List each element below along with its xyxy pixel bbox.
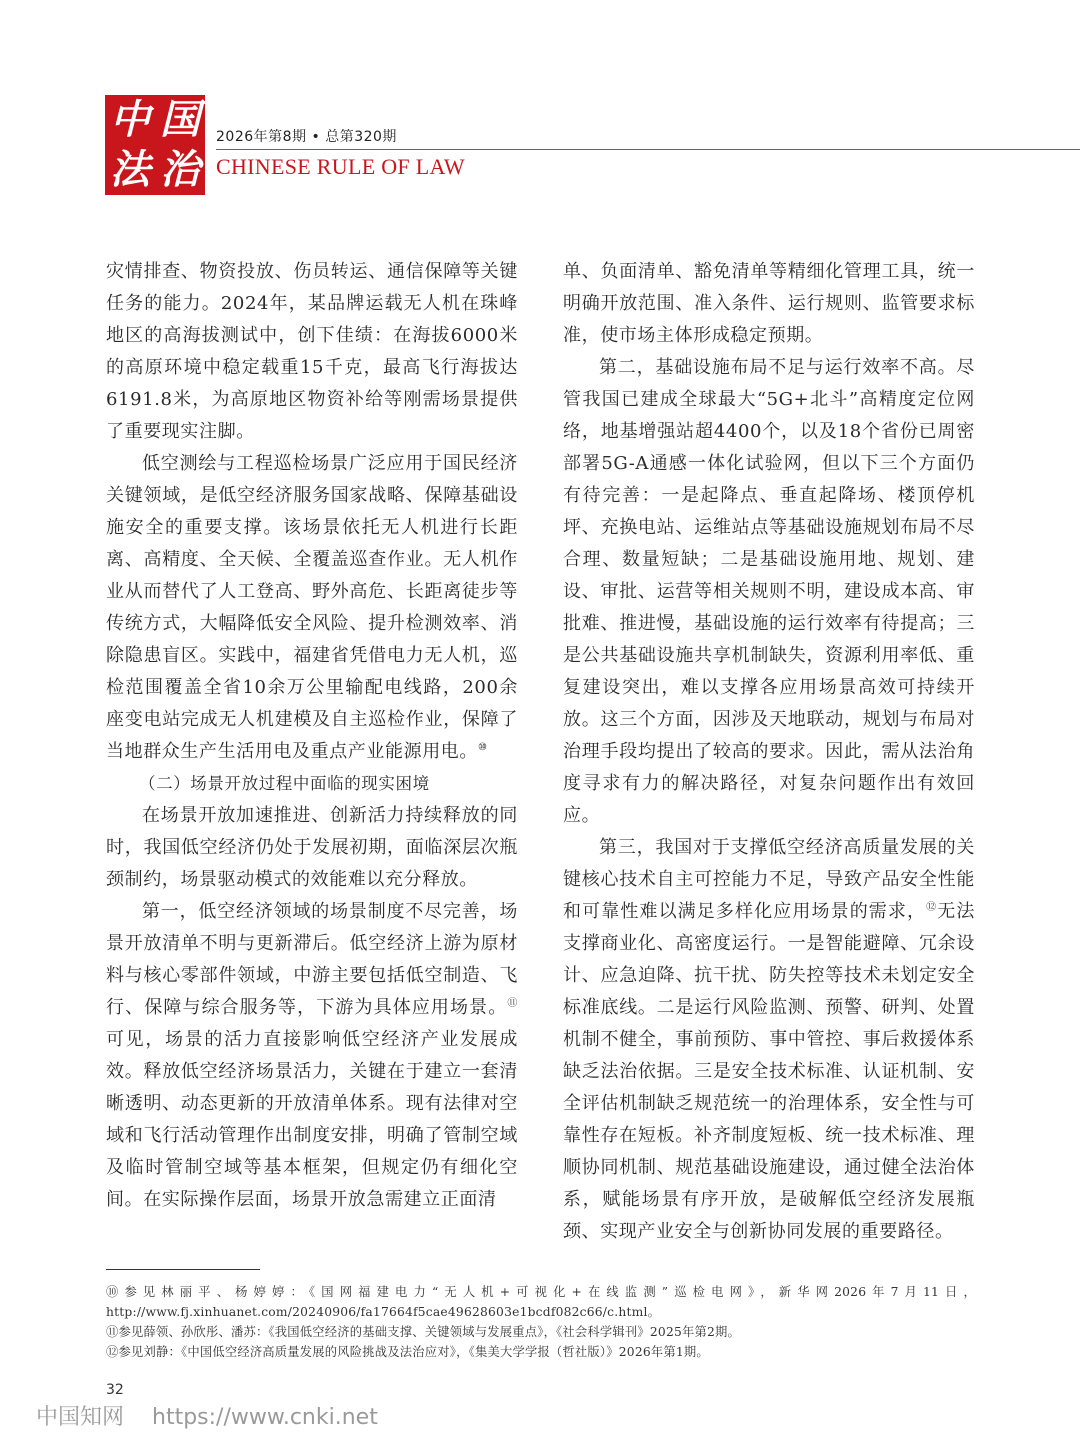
left-column bbox=[106, 256, 518, 1216]
body-paragraph bbox=[106, 256, 518, 448]
paragraph-text: 单、负面清单、豁免清单等精细化管理工具，统一明确开放范围、准入条件、运行规则、监管要求标准，使市场主体形成稳定预期。 bbox=[563, 261, 975, 346]
paragraph-text: 第二，基础设施布局不足与运行效率不高。尽管我国已建成全球最大“5G+北斗”高精度定位网络，地基增强站超4400个，以及18个省份已周密部署5G-A通感一体化试验网，但以下三个方面仍有待完善：一是起降点、垂直起降场、楼顶停机坪、充换电站、运维站点等基础设施规划布局不尽合理、数量短缺；二是基础设施用地、规划、建设、审批、运营等相关规则不明，建设成本高、审批难、推进慢，基础设施的运行效率有待提高；三是公共基础设施共享机制缺失，资源利用率低、重复建设突出，难以支撑各应用场景高效可持续开放。这三个方面，因涉及天地联动，规划与布局对治理手段均提出了较高的要求。因此，需从法治角度寻求有力的解决路径，对复杂问题作出有效回应。 bbox=[563, 357, 975, 826]
watermark-brand: 中国知网 bbox=[36, 1405, 125, 1430]
issue-info: 2026年第8期 • 总第320期 bbox=[216, 129, 397, 145]
paragraph-text: 第一，低空经济领域的场景制度不尽完善，场景开放清单不明与更新滞后。低空经济上游为原材料与核心零部件领域，中游主要包括低空制造、飞行、保障与综合服务等，下游为具体应用场景。 bbox=[106, 901, 518, 1018]
body-paragraph bbox=[106, 448, 518, 768]
body-paragraph bbox=[563, 832, 975, 1248]
footnote-12: ⑫参见刘静：《中国低空经济高质量发展的风险挑战及法治应对》，《集美大学学报（哲社版）》2026年第1期。 bbox=[106, 1345, 709, 1359]
cnki-watermark bbox=[36, 1400, 378, 1431]
body-paragraph bbox=[563, 256, 975, 352]
right-column bbox=[563, 256, 975, 1248]
paragraph-text: 在场景开放加速推进、创新活力持续释放的同时，我国低空经济仍处于发展初期，面临深层次瓶颈制约，场景驱动模式的效能难以充分释放。 bbox=[106, 805, 518, 890]
journal-english-name: CHINESE RULE OF LAW bbox=[216, 154, 465, 179]
body-paragraph bbox=[106, 896, 518, 1216]
paragraph-text: 可见，场景的活力直接影响低空经济产业发展成效。释放低空经济场景活力，关键在于建立一套清晰透明、动态更新的开放清单体系。现有法律对空域和飞行活动管理作出制度安排，明确了管制空域及临时管制空域等基本框架，但规定仍有细化空间。在实际操作层面，场景开放急需建立正面清 bbox=[106, 1029, 518, 1210]
journal-logo: 中 国 法 治 bbox=[105, 95, 205, 195]
paragraph-text: 低空测绘与工程巡检场景广泛应用于国民经济关键领域，是低空经济服务国家战略、保障基础设施安全的重要支撑。该场景依托无人机进行长距离、高精度、全天候、全覆盖巡查作业。无人机作业从而替代了人工登高、野外高危、长距离徒步等传统方式，大幅降低安全风险、提升检测效率、消除隐患盲区。实践中，福建省凭借电力无人机，巡检范围覆盖全省10余万公里输配电线路，200余座变电站完成无人机建模及自主巡检作业，保障了当地群众生产生活用电及重点产业能源用电。 bbox=[106, 453, 518, 762]
footnote-rule bbox=[106, 1269, 260, 1270]
paragraph-text: （二）场景开放过程中面临的现实困境 bbox=[139, 774, 430, 793]
body-paragraph bbox=[563, 352, 975, 832]
page-header bbox=[0, 0, 1080, 200]
paragraph-text: 灾情排查、物资投放、伤员转运、通信保障等关键任务的能力。2024年，某品牌运载无人机在珠峰地区的高海拔测试中，创下佳绩：在海拔6000米的高原环境中稳定载重15千克，最高飞行海拔达6191.8米，为高原地区物资补给等刚需场景提供了重要现实注脚。 bbox=[106, 261, 518, 442]
body-paragraph bbox=[106, 800, 518, 896]
footnote-ref[interactable]: ⑫ bbox=[926, 902, 938, 913]
section-subheading bbox=[106, 768, 518, 800]
footnote-10: ⑩参见林丽平、杨婷婷：《国网福建电力“无人机+可视化+在线监测”巡检电网》，新华网2026年7月11日，http://www.fj.xinhuanet.com/20240906/fa17664f5cae49628603e1bcdf082c66/c.html。 bbox=[106, 1285, 976, 1319]
footnote-11: ⑪参见薛领、孙欣彤、潘苏：《我国低空经济的基础支撑、关键领域与发展重点》，《社会科学辑刊》2025年第2期。 bbox=[106, 1325, 741, 1339]
header-rule bbox=[216, 149, 1080, 150]
page-number: 32 bbox=[106, 1382, 124, 1398]
footnote-ref[interactable]: ⑪ bbox=[507, 998, 518, 1009]
footnotes bbox=[106, 1282, 976, 1362]
footnote-ref[interactable]: ⑩ bbox=[478, 742, 488, 753]
watermark-url: https://www.cnki.net bbox=[152, 1405, 378, 1430]
paragraph-text: 第三，我国对于支撑低空经济高质量发展的关键核心技术自主可控能力不足，导致产品安全性能和可靠性难以满足多样化应用场景的需求， bbox=[563, 837, 975, 922]
paragraph-text: 无法支撑商业化、高密度运行。一是智能避障、冗余设计、应急迫降、抗干扰、防失控等技术未划定安全标准底线。二是运行风险监测、预警、研判、处置机制不健全，事前预防、事中管控、事后救援体系缺乏法治依据。三是安全技术标准、认证机制、安全评估机制缺乏规范统一的治理体系，安全性与可靠性存在短板。补齐制度短板、统一技术标准、理顺协同机制、规范基础设施建设，通过健全法治体系，赋能场景有序开放，是破解低空经济发展瓶颈、实现产业安全与创新协同发展的重要路径。 bbox=[563, 901, 975, 1242]
